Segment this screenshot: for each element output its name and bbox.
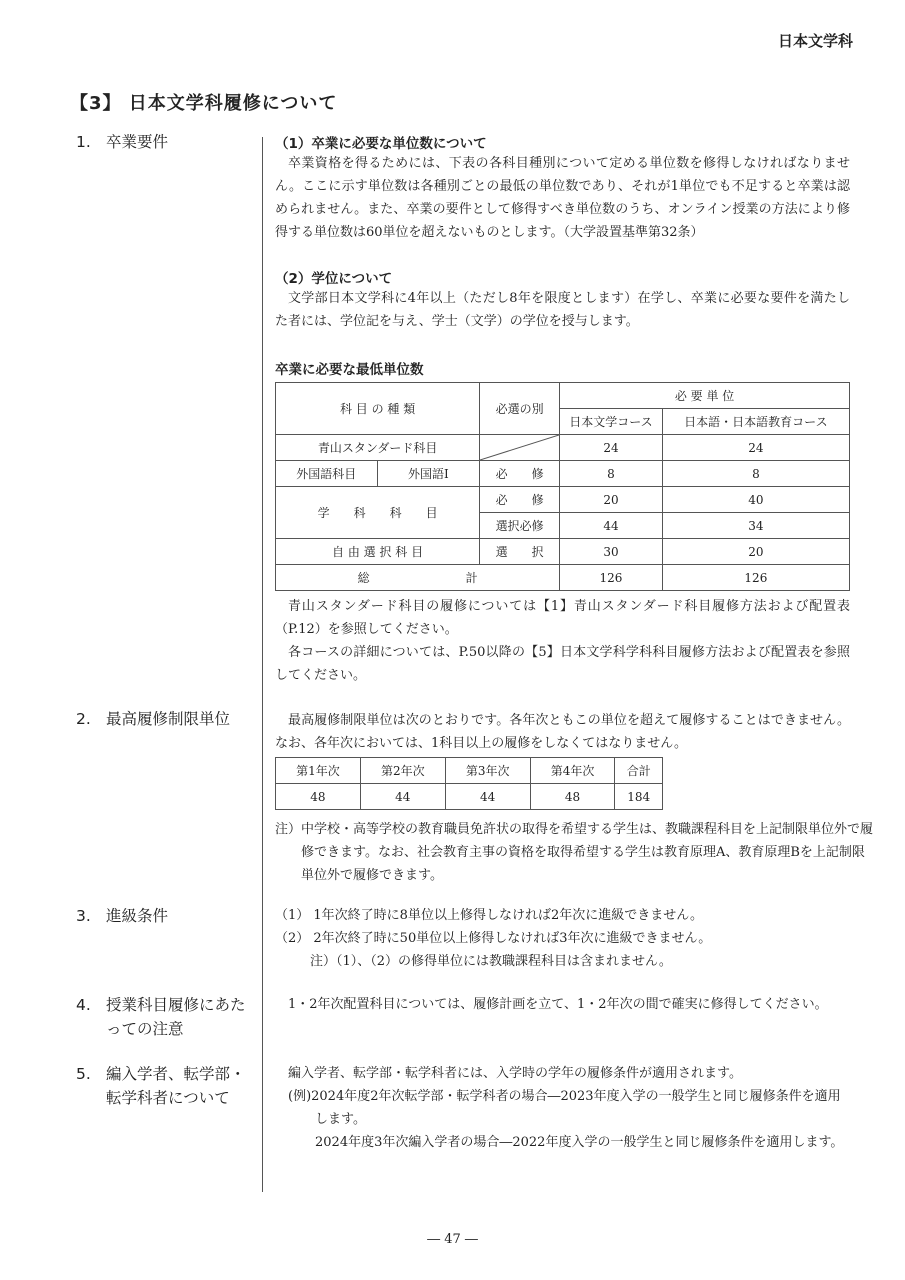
diagonal-line: [480, 435, 559, 460]
heading-course-notes: [76, 993, 246, 1041]
cell-dept-req: 必 修: [480, 487, 560, 513]
heading-graduation-requirements: [76, 130, 168, 154]
max-units-header-row: [276, 758, 663, 784]
year-header: 第2年次: [360, 758, 445, 784]
heading-max-units: [76, 707, 230, 731]
subheading-required-units: （1）卒業に必要な単位数について: [275, 136, 487, 152]
year-value: 48: [276, 784, 361, 810]
year-value: 44: [360, 784, 445, 810]
transfer-example-2: 2024年度3年次編入学者の場合―2022年度入学の一般学生と同じ履修条件を適用します。: [315, 1135, 844, 1150]
row-sublabel-foreign: 外国語Ⅰ: [377, 461, 480, 487]
heading-label: 授業科目履修にあた: [106, 996, 246, 1014]
paragraph-transfer: 編入学者、転学部・転学科者には、入学時の学年の履修条件が適用されます。: [288, 1066, 742, 1081]
paragraph-course-notes: 1・2年次配置科目については、履修計画を立て、1・2年次の間で確実に修得してください。: [288, 997, 828, 1012]
col-header-course2: 日本語・日本語教育コース: [662, 409, 849, 435]
total-value: 184: [615, 784, 663, 810]
heading-label: 最高履修制限単位: [106, 710, 231, 728]
max-units-value-row: [276, 784, 663, 810]
heading-label: 卒業要件: [106, 133, 169, 151]
promotion-note: 注）（1）、（2）の修得単位には教職課程科目は含まれません。: [310, 954, 672, 969]
row-label-total: 総 計: [276, 565, 560, 591]
paragraph-degree: 文学部日本文学科に4年以上（ただし8年を限度とします）在学し、卒業に必要な要件を満たした者には、学位記を与え、学士（文学）の学位を授与します。: [275, 291, 850, 329]
paragraph-max-units: 最高履修制限単位は次のとおりです。各年次ともこの単位を超えて履修することはできません。なお、各年次においては、1科目以上の履修をしなくてはなりません。: [275, 713, 850, 751]
col-header-required: 必選の別: [480, 383, 560, 435]
row-label-free: 自 由 選 択 科 目: [276, 539, 480, 565]
year-header: 第4年次: [530, 758, 615, 784]
cell-free-course2: 20: [662, 539, 849, 565]
note-teaching-license: 注）中学校・高等学校の教育職員免許状の取得を希望する学生は、教職課程科目を上記制限単位外で履修できます。なお、社会教育主事の資格を取得希望する学生は教育原理A、教育原理Bを上記制限単位外で履修できます。: [275, 822, 874, 883]
cell-dept-sel: 選択必修: [480, 513, 560, 539]
heading-label-cont: 転学科者について: [106, 1089, 230, 1107]
table-title-min-units: 卒業に必要な最低単位数: [275, 362, 424, 378]
promotion-condition-1: （1） 1年次終了時に8単位以上修得しなければ2年次に進級できません。: [275, 908, 703, 923]
column-divider: [262, 137, 263, 1192]
paragraph-required-units: 卒業資格を得るためには、下表の各科目種別について定める単位数を修得しなければなりません。ここに示す単位数は各種別ごとの最低の単位数であり、それが1単位でも不足すると卒業は認められません。また、卒業の要件として修得すべき単位数のうち、オンライン授業の方法により修得する単位数は60単位を超えないものとします。（大学設置基準第32条）: [275, 156, 850, 240]
heading-label-cont: っての注意: [106, 1020, 184, 1038]
paragraph-course-ref: 各コースの詳細については、P.50以降の【5】日本文学科学科科目履修方法および配置表を参照してください。: [275, 645, 850, 683]
heading-transfer: [76, 1062, 246, 1110]
row-label-dept: 学 科 科 目: [276, 487, 480, 539]
row-label-foreign: 外国語科目: [276, 461, 378, 487]
cell-foreign-req: 必 修: [480, 461, 560, 487]
cell-aoyama-course1: 24: [560, 435, 663, 461]
cell-dept-sel-course1: 44: [560, 513, 663, 539]
year-value: 44: [445, 784, 530, 810]
cell-total-course2: 126: [662, 565, 849, 591]
heading-number: 4.: [76, 996, 91, 1014]
page-number: ― 47 ―: [427, 1232, 478, 1247]
section-title: 【3】 日本文学科履修について: [70, 93, 338, 114]
cell-free-course1: 30: [560, 539, 663, 565]
heading-number: 1.: [76, 133, 91, 151]
cell-dept-req-course1: 20: [560, 487, 663, 513]
heading-label: 進級条件: [106, 907, 169, 925]
col-header-course1: 日本文学コース: [560, 409, 663, 435]
col-header-subject: 科 目 の 種 類: [276, 383, 480, 435]
cell-free-req: 選 択: [480, 539, 560, 565]
year-value: 48: [530, 784, 615, 810]
department-label: 日本文学科: [777, 32, 853, 50]
cell-aoyama-course2: 24: [662, 435, 849, 461]
total-header: 合計: [615, 758, 663, 784]
heading-number: 3.: [76, 907, 91, 925]
row-label-aoyama: 青山スタンダード科目: [276, 435, 480, 461]
cell-dept-sel-course2: 34: [662, 513, 849, 539]
year-header: 第3年次: [445, 758, 530, 784]
paragraph-aoyama-ref: 青山スタンダード科目の履修については【1】青山スタンダード科目履修方法および配置表（P.12）を参照してください。: [275, 599, 850, 637]
cell-dept-req-course2: 40: [662, 487, 849, 513]
diagonal-cell: [480, 435, 560, 461]
cell-foreign-course1: 8: [560, 461, 663, 487]
min-units-table: [275, 382, 850, 591]
heading-number: 2.: [76, 710, 91, 728]
cell-foreign-course2: 8: [662, 461, 849, 487]
heading-number: 5.: [76, 1065, 91, 1083]
max-units-table: [275, 757, 663, 810]
transfer-example-1: (例)2024年度2年次転学部・転学科者の場合―2023年度入学の一般学生と同じ履修条件を適用します。: [288, 1089, 841, 1127]
heading-promotion: [76, 904, 168, 928]
heading-label: 編入学者、転学部・: [106, 1065, 246, 1083]
col-header-units: 必 要 単 位: [560, 383, 850, 409]
subheading-degree: （2）学位について: [275, 271, 393, 287]
promotion-condition-2: （2） 2年次終了時に50単位以上修得しなければ3年次に進級できません。: [275, 931, 712, 946]
year-header: 第1年次: [276, 758, 361, 784]
cell-total-course1: 126: [560, 565, 663, 591]
